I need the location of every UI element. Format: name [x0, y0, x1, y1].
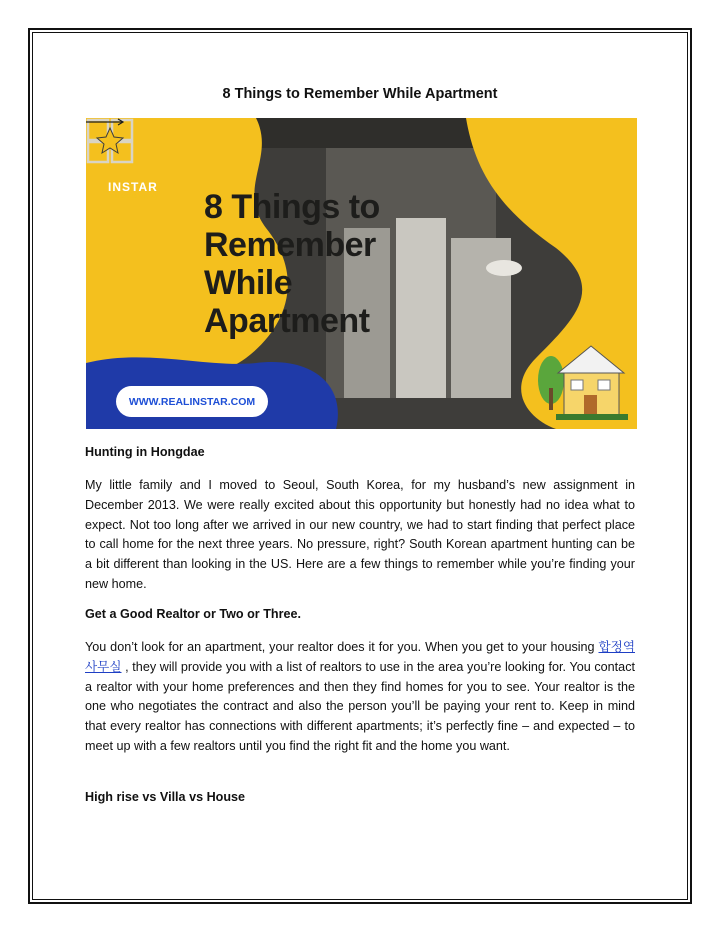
- paragraph-text: You don’t look for an apartment, your realtor does it for you. When you get to your housing: [85, 640, 599, 654]
- document-title: 8 Things to Remember While Apartment: [222, 86, 498, 102]
- website-url-badge[interactable]: WWW.REALINSTAR.COM: [116, 386, 268, 417]
- logo-name: INSTAR: [108, 180, 158, 194]
- logo-tagline: real estate agency: [109, 194, 159, 200]
- hero-headline-line: 8 Things to: [204, 188, 380, 226]
- section-heading: Hunting in Hongdae: [85, 445, 205, 459]
- hero-headline: [204, 188, 464, 340]
- section-heading: Get a Good Realtor or Two or Three.: [85, 607, 301, 621]
- hero-headline-line: Remember: [204, 226, 376, 264]
- body-paragraph: [85, 638, 635, 757]
- arrow-right-icon: [86, 118, 126, 126]
- hero-headline-line: Apartment: [204, 302, 370, 340]
- hero-headline-line: While: [204, 264, 293, 302]
- office-link[interactable]: 합정역사무실: [85, 640, 635, 674]
- paragraph-text: , they will provide you with a list of realtors to use in the area you’re looking for. You contact a realtor with your home preferences and then they find homes for you to see. Your realtor is the one who negotiates the contract and also the person you’ll be paying your rent to. Keep in mind that every realtor has connections with different apartments; it’s perfectly fine – and expected – to meet up with a few realtors until you find the right fit and the home you want.: [85, 659, 635, 753]
- body-paragraph: My little family and I moved to Seoul, South Korea, for my husband’s new assignment in December 2013. We were really excited about this opportunity but honestly had no idea what to expect. Not too long after we arrived in our new country, we had to start finding that perfect place to call home for the next three years. No pressure, right? South Korean apartment hunting can be a bit different than looking in the US. Here are a few things to remember while you’re finding your new home.: [85, 478, 635, 591]
- hero-banner-image: [86, 118, 637, 429]
- section-heading: High rise vs Villa vs House: [85, 790, 246, 804]
